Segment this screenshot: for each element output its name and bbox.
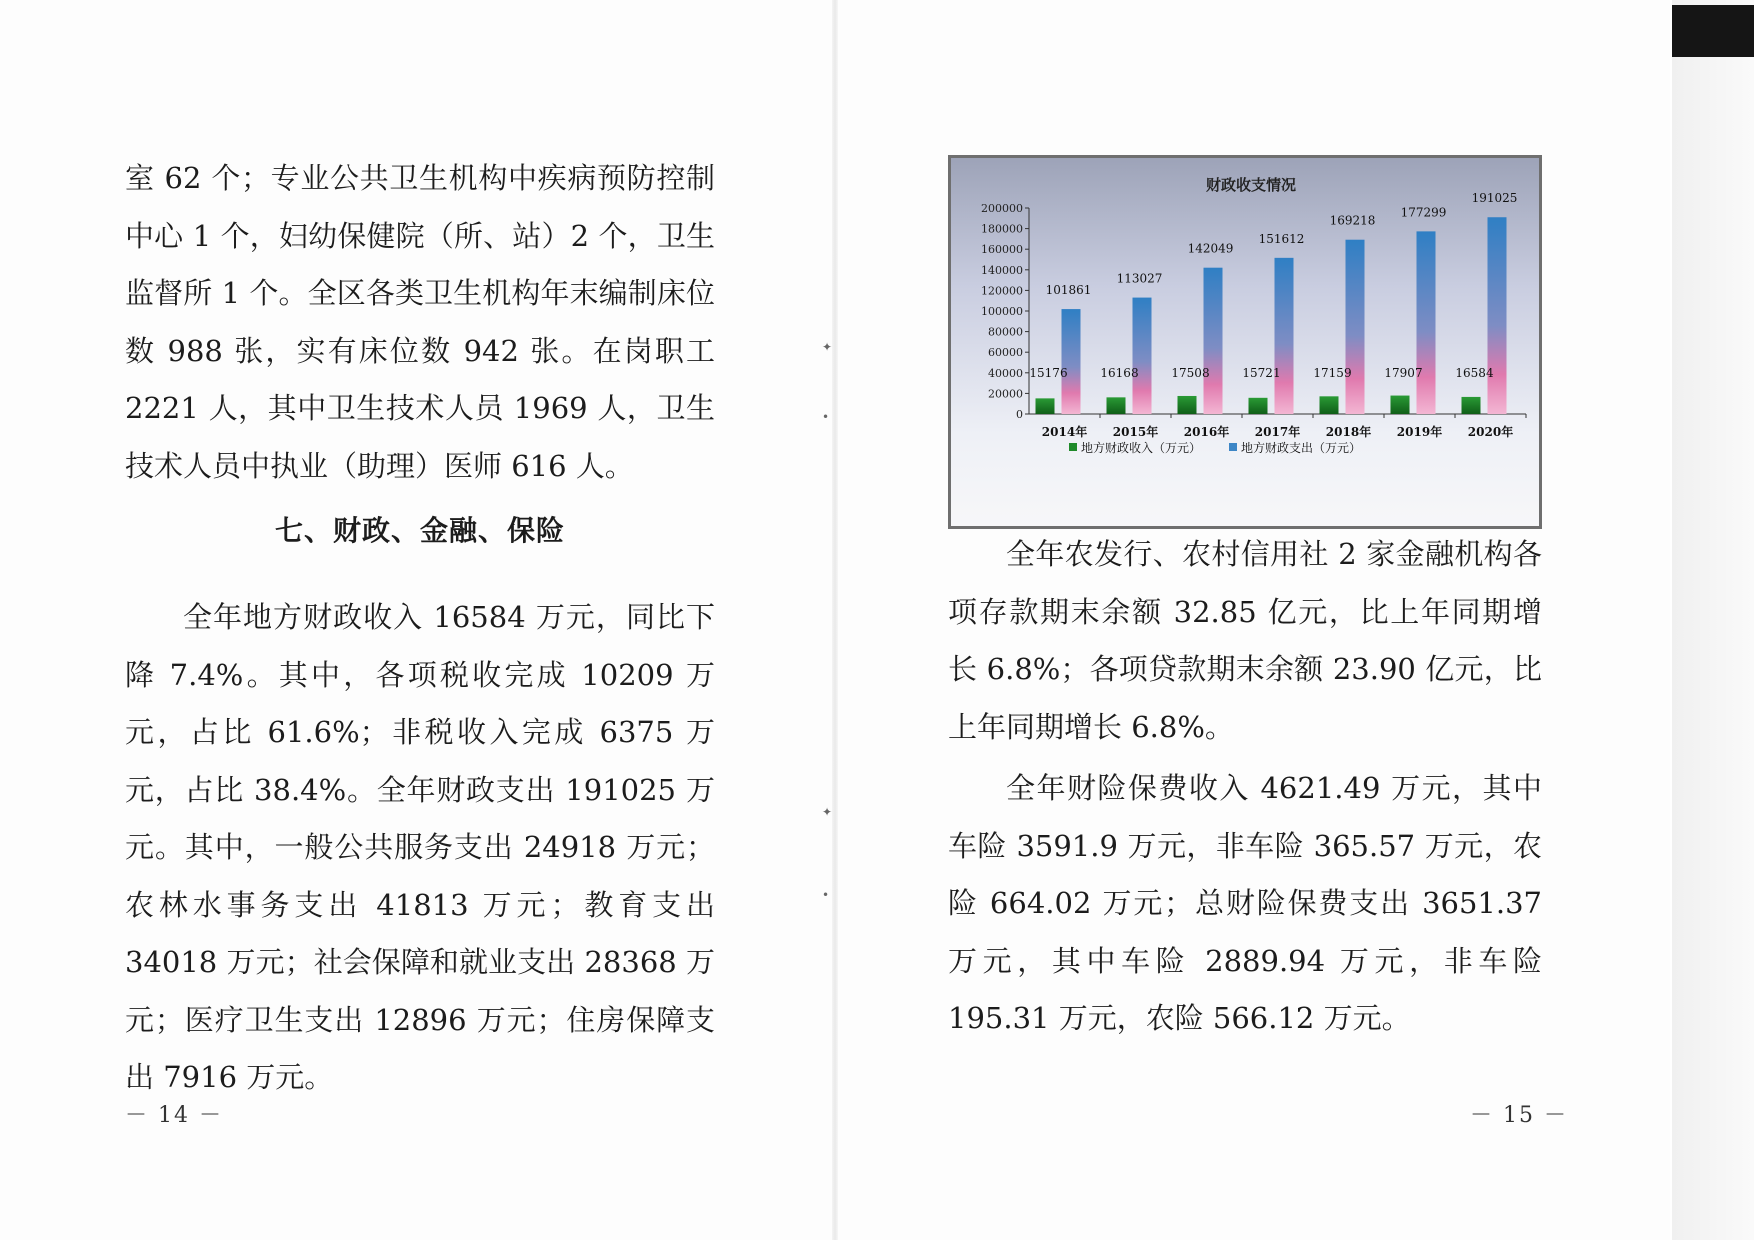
y-tick-label: 180000 — [981, 222, 1023, 236]
y-tick-label: 20000 — [988, 387, 1023, 401]
chart-background — [951, 158, 1539, 526]
data-label-income: 16168 — [1100, 365, 1139, 380]
x-tick-label: 2017年 — [1254, 425, 1301, 439]
y-tick-label: 100000 — [981, 305, 1023, 318]
page-number-left: － 14 － — [125, 1103, 223, 1128]
staple-mark: ✦ — [822, 340, 833, 354]
bar-income — [1036, 398, 1055, 414]
y-tick-label: 40000 — [988, 366, 1023, 380]
page-number-right: － 15 － — [1470, 1103, 1568, 1128]
bar-income — [1320, 396, 1339, 414]
bar-income — [1391, 396, 1410, 414]
bar-income — [1178, 396, 1197, 414]
data-label-income: 15176 — [1029, 365, 1068, 380]
data-label-income: 17159 — [1313, 365, 1352, 380]
data-label-income: 17907 — [1384, 365, 1423, 380]
bar-expenditure — [1062, 309, 1081, 414]
bar-expenditure — [1275, 258, 1294, 414]
y-tick-label: 80000 — [988, 325, 1023, 339]
section-heading: 七、财政、金融、保险 — [274, 514, 565, 547]
x-tick-label: 2014年 — [1041, 425, 1088, 439]
y-tick-label: 160000 — [981, 243, 1023, 257]
right-paragraph-1: 全年农发行、农村信用社 2 家金融机构各项存款期末余额 32.85 亿元，比上年同期增长 6.8%；各项贷款期末余额 23.90 亿元，比上年同期增长 6.8%。 — [948, 537, 1542, 744]
left-paragraph-2: 全年地方财政收入 16584 万元，同比下降 7.4%。其中，各项税收完成 10209 万元，占比 61.6%；非税收入完成 6375 万元，占比 38.4%。全年财政支出 191025 万元。其中，一般公共服务支出 24918 万元；农林水事务支出 41813 万元；教育支出 34018 万元；社会保障和就业支出 28368 万元；医疗卫生支出 12896 万元；住房保障支出 7916 万元。 — [125, 600, 715, 1094]
bar-expenditure — [1204, 268, 1223, 414]
legend-label: 地方财政支出（万元） — [1241, 441, 1362, 455]
x-tick-label: 2019年 — [1396, 425, 1443, 439]
x-tick-label: 2016年 — [1183, 425, 1230, 439]
legend-swatch — [1229, 443, 1237, 451]
bar-expenditure — [1346, 240, 1365, 414]
data-label-expenditure: 191025 — [1471, 191, 1518, 206]
legend-swatch — [1069, 443, 1077, 451]
data-label-expenditure: 151612 — [1258, 231, 1305, 246]
bar-income — [1107, 397, 1126, 414]
staple-mark: ✦ — [822, 805, 833, 819]
left-paragraph-2-container — [125, 589, 715, 1107]
finance-chart — [948, 155, 1542, 529]
finance-chart-svg — [951, 158, 1539, 526]
y-tick-label: 200000 — [981, 202, 1023, 215]
bar-expenditure — [1133, 298, 1152, 414]
data-label-expenditure: 113027 — [1116, 271, 1163, 286]
right-paragraph-2: 全年财险保费收入 4621.49 万元，其中车险 3591.9 万元，非车险 365.57 万元，农险 664.02 万元；总财险保费支出 3651.37 万元，其中车险 2889.94 万元，非车险 195.31 万元，农险 566.12 万元。 — [948, 771, 1542, 1035]
data-label-expenditure: 177299 — [1400, 205, 1447, 220]
data-label-expenditure: 169218 — [1329, 213, 1376, 228]
edge-marker — [1672, 5, 1754, 57]
y-tick-label: 60000 — [988, 346, 1023, 360]
page-edge — [1672, 0, 1754, 1240]
data-label-expenditure: 101861 — [1045, 283, 1092, 298]
bar-expenditure — [1417, 231, 1436, 414]
x-tick-label: 2020年 — [1467, 425, 1514, 439]
bar-income — [1462, 397, 1481, 414]
book-gutter — [832, 0, 838, 1240]
y-tick-label: 0 — [1016, 408, 1023, 421]
left-paragraph-1: 室 62 个；专业公共卫生机构中疾病预防控制中心 1 个，妇幼保健院（所、站）2 个，卫生监督所 1 个。全区各类卫生机构年末编制床位数 988 张，实有床位数 942 张。在岗职工 2221 人，其中卫生技术人员 1969 人，卫生技术人员中执业（助理）医师 616 人。 — [125, 161, 715, 483]
data-label-income: 16584 — [1455, 365, 1494, 380]
x-tick-label: 2018年 — [1325, 425, 1372, 439]
data-label-income: 17508 — [1171, 365, 1210, 380]
staple-mark: • — [822, 410, 830, 424]
data-label-income: 15721 — [1242, 365, 1281, 380]
staple-mark: • — [822, 888, 830, 902]
data-label-expenditure: 142049 — [1187, 241, 1234, 256]
bar-expenditure — [1488, 217, 1507, 414]
chart-title: 财政收支情况 — [1205, 176, 1297, 194]
y-tick-label: 120000 — [981, 284, 1023, 298]
right-text-container — [948, 526, 1542, 1048]
y-tick-label: 140000 — [981, 263, 1023, 277]
left-paragraph-1-container — [125, 150, 715, 495]
bar-income — [1249, 398, 1268, 414]
x-tick-label: 2015年 — [1112, 425, 1159, 439]
legend-label: 地方财政收入（万元） — [1081, 441, 1202, 455]
